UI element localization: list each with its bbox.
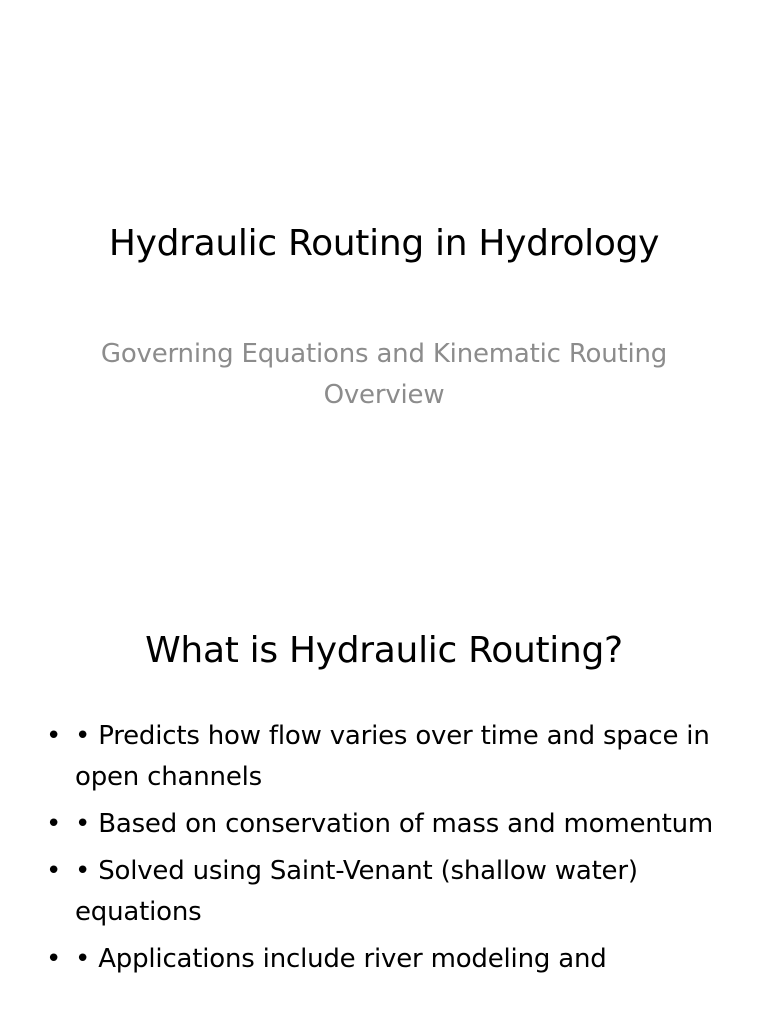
bullet-item <box>42 939 722 980</box>
slide-subtitle: Governing Equations and Kinematic Routing Overview <box>100 339 668 410</box>
slide-what-is-routing <box>0 576 768 1024</box>
bullet-item <box>42 851 722 933</box>
bullet-marker: • <box>46 721 62 751</box>
bullet-item <box>42 716 722 798</box>
bullet-item <box>42 804 722 845</box>
bullet-text: • Based on conservation of mass and momentum <box>75 809 713 839</box>
bullet-text: • Solved using Saint-Venant (shallow water) equations <box>75 856 638 927</box>
bullet-marker: • <box>46 856 62 886</box>
slide-title-heading: Hydraulic Routing in Hydrology <box>108 223 660 264</box>
bullet-marker: • <box>46 809 62 839</box>
bullet-list <box>42 716 722 986</box>
bullet-marker: • <box>46 944 62 974</box>
bullet-text: • Applications include river modeling and <box>75 944 607 974</box>
bullet-text: • Predicts how flow varies over time and space in open channels <box>75 721 710 792</box>
slide-heading: What is Hydraulic Routing? <box>145 630 623 671</box>
